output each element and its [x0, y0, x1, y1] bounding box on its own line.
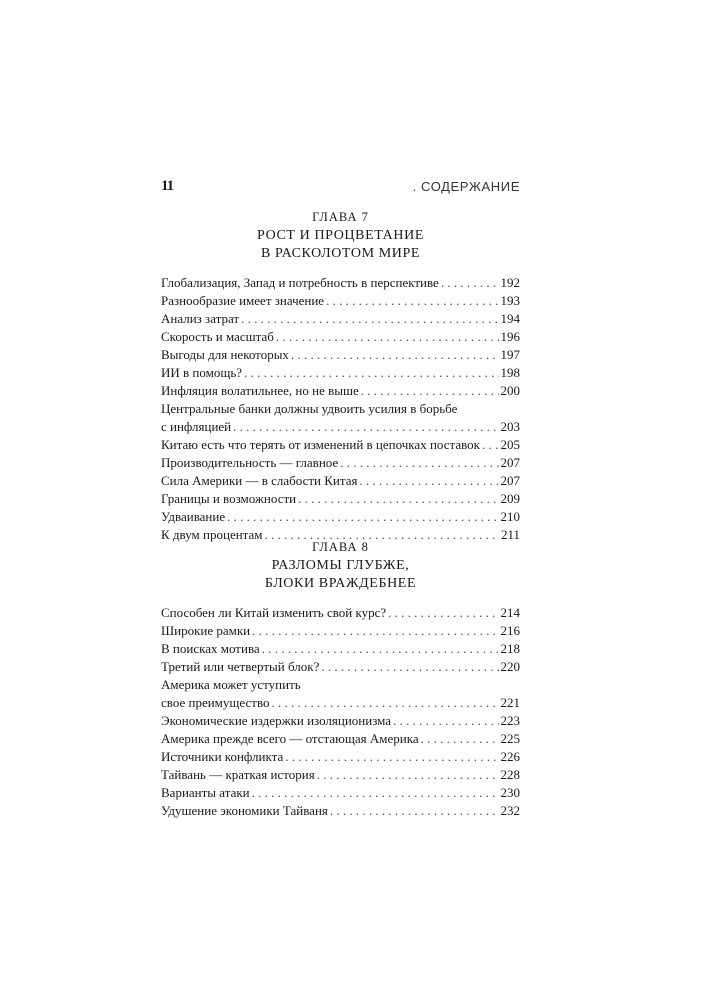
toc-entry-first-line[interactable]: Америка может уступить	[161, 677, 301, 692]
toc-entry[interactable]	[161, 346, 520, 364]
toc-entry-title: ИИ в помощь?	[161, 365, 243, 380]
toc-entry-page: 200	[500, 383, 520, 398]
toc-entry[interactable]	[161, 418, 520, 436]
toc-entry-title: Производительность — главное	[161, 455, 339, 470]
toc-entry-page: 203	[500, 419, 520, 434]
leader-dots	[291, 346, 499, 364]
toc-entry[interactable]	[161, 364, 520, 382]
chapter-label: ГЛАВА 7	[312, 210, 369, 224]
toc-entry-title: Разнообразие имеет значение	[161, 293, 325, 308]
toc-entry-first-line[interactable]: Центральные банки должны удвоить усилия в борьбе	[161, 401, 458, 416]
toc-entry-page: 197	[500, 347, 520, 362]
toc-entry-page: 209	[500, 491, 520, 506]
toc-entry-page: 226	[500, 749, 520, 764]
toc-entry-page: 220	[500, 659, 520, 674]
toc-entry[interactable]	[161, 784, 520, 802]
toc-entry-page: 223	[500, 713, 520, 728]
leader-dots	[326, 292, 498, 310]
leader-dots	[388, 604, 498, 622]
chapter-label: ГЛАВА 8	[312, 540, 369, 554]
leader-dots	[441, 274, 499, 292]
toc-entry[interactable]	[161, 436, 520, 454]
toc-entry-page: 192	[500, 275, 520, 290]
toc-entry[interactable]	[161, 658, 520, 676]
toc-entry-page: 198	[500, 365, 520, 380]
toc-entry[interactable]	[161, 454, 520, 472]
chapter-7	[161, 208, 520, 544]
toc-entry-title: Анализ затрат	[161, 311, 240, 326]
leader-dots	[252, 784, 499, 802]
toc-entry[interactable]	[161, 712, 520, 730]
toc-entry-page: 218	[500, 641, 520, 656]
toc-entry-title: Скорость и масштаб	[161, 329, 274, 344]
chapter-title-line1: РОСТ И ПРОЦВЕТАНИЕ	[257, 228, 424, 243]
leader-dots	[241, 310, 498, 328]
toc-entry-title: Способен ли Китай изменить свой курс?	[161, 605, 387, 620]
toc-entry-title: Широкие рамки	[161, 623, 251, 638]
leader-dots	[340, 454, 498, 472]
toc-entry-page: 210	[500, 509, 520, 524]
toc-entry-page: 216	[500, 623, 520, 638]
toc-entry[interactable]	[161, 622, 520, 640]
toc-entry-title: Китаю есть что терять от изменений в цепочках поставок	[161, 437, 480, 452]
toc-entry[interactable]	[161, 292, 520, 310]
toc-entry-page: 205	[500, 437, 520, 452]
toc-entry[interactable]	[161, 604, 520, 622]
toc-entry-page: 207	[500, 455, 520, 470]
toc-entry-title: с инфляцией	[161, 419, 232, 434]
toc-entry-title: Источники конфликта	[161, 749, 284, 764]
page-number: 11	[161, 178, 174, 194]
toc-entry-page: 196	[500, 329, 520, 344]
leader-dots	[298, 490, 498, 508]
leader-dots	[393, 712, 498, 730]
leader-dots	[233, 418, 498, 436]
toc-list	[161, 604, 520, 820]
toc-entry-page: 211	[500, 527, 520, 542]
toc-entry-title: В поисках мотива	[161, 641, 260, 656]
leader-dots	[252, 622, 498, 640]
toc-entry[interactable]	[161, 730, 520, 748]
toc-entry-title: Сила Америки — в слабости Китая	[161, 473, 358, 488]
toc-entry-page: 228	[500, 767, 520, 782]
toc-entry[interactable]	[161, 508, 520, 526]
toc-list	[161, 274, 520, 544]
toc-entry-title: Удваивание	[161, 509, 226, 524]
toc-entry-page: 193	[500, 293, 520, 308]
toc-entry[interactable]	[161, 766, 520, 784]
toc-entry-title: Глобализация, Запад и потребность в перспективе	[161, 275, 439, 290]
chapter-title-line2: БЛОКИ ВРАЖДЕБНЕЕ	[264, 576, 417, 591]
toc-entry-title: Инфляция волатильнее, но не выше	[161, 383, 359, 398]
toc-entry[interactable]	[161, 274, 520, 292]
leader-dots	[421, 730, 499, 748]
leader-dots	[361, 382, 499, 400]
chapter-title-line2: В РАСКОЛОТОМ МИРЕ	[260, 246, 421, 261]
leader-dots	[359, 472, 498, 490]
leader-dots	[317, 766, 499, 784]
leader-dots	[244, 364, 498, 382]
toc-entry-title: Выгоды для некоторых	[161, 347, 289, 362]
toc-entry-title: свое преимущество	[161, 695, 270, 710]
toc-entry-page: 225	[500, 731, 520, 746]
toc-entry-page: 194	[500, 311, 520, 326]
toc-entry[interactable]	[161, 748, 520, 766]
toc-entry-title: Третий или четвертый блок?	[161, 659, 320, 674]
toc-entry[interactable]	[161, 802, 520, 820]
toc-entry-title: Варианты атаки	[161, 785, 250, 800]
toc-entry[interactable]	[161, 328, 520, 346]
toc-entry-title: Америка прежде всего — отстающая Америка	[161, 731, 419, 746]
toc-entry-title: К двум процентам	[161, 527, 263, 542]
page-header	[161, 178, 520, 198]
chapter-8	[161, 538, 520, 820]
toc-entry[interactable]	[161, 310, 520, 328]
chapter-title-line1: РАЗЛОМЫ ГЛУБЖЕ,	[271, 558, 410, 573]
toc-entry-page: 207	[500, 473, 520, 488]
toc-entry[interactable]	[161, 472, 520, 490]
toc-entry-page: 230	[500, 785, 520, 800]
section-name: . СОДЕРЖАНИЕ	[412, 179, 520, 194]
toc-entry-page: 232	[500, 803, 520, 818]
leader-dots	[285, 748, 498, 766]
toc-entry[interactable]	[161, 640, 520, 658]
leader-dots	[330, 802, 499, 820]
leader-dots	[482, 436, 499, 454]
leader-dots	[276, 328, 499, 346]
toc-entry-title: Экономические издержки изоляционизма	[161, 713, 392, 728]
toc-entry-title: Границы и возможности	[161, 491, 297, 506]
toc-entry[interactable]	[161, 490, 520, 508]
toc-entry-title: Удушение экономики Тайваня	[161, 803, 328, 818]
leader-dots	[321, 658, 498, 676]
toc-entry-page: 214	[500, 605, 520, 620]
leader-dots	[272, 694, 499, 712]
leader-dots	[227, 508, 498, 526]
leader-dots	[262, 640, 499, 658]
toc-entry[interactable]	[161, 694, 520, 712]
toc-entry-page: 221	[500, 695, 520, 710]
toc-entry-title: Тайвань — краткая история	[161, 767, 315, 782]
toc-entry[interactable]	[161, 382, 520, 400]
